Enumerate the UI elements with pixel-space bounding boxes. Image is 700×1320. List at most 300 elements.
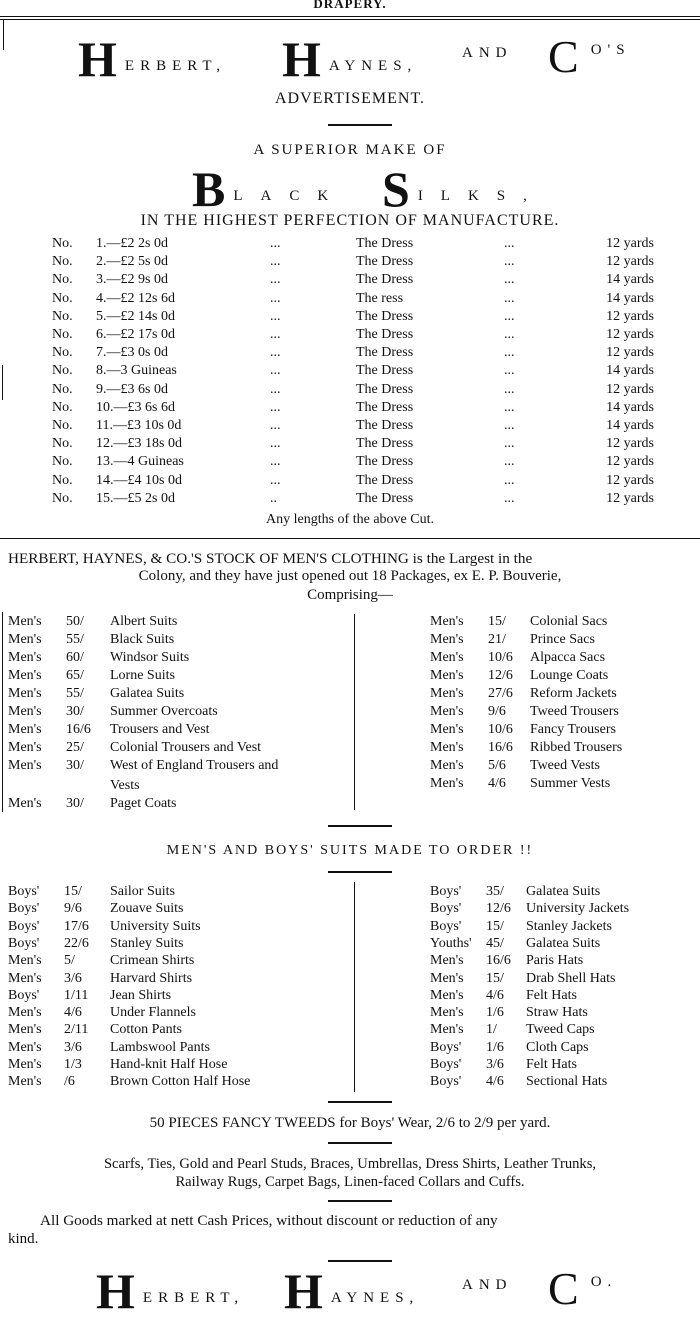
price-no: No. xyxy=(52,327,73,342)
item-name: University Suits xyxy=(110,918,201,934)
item-name: Summer Vests xyxy=(530,776,611,791)
item-who: Men's xyxy=(430,1005,464,1021)
item-price: 50/ xyxy=(66,614,84,629)
firm-word-haynes: AYNES, xyxy=(328,58,418,74)
item-who: Boys' xyxy=(430,901,462,917)
price-yards: 14 yards xyxy=(606,272,654,288)
item-who: Youths' xyxy=(430,935,472,951)
any-lengths: Any lengths of the above Cut. xyxy=(266,512,434,527)
price-amount: 13.—4 Guineas xyxy=(96,454,184,470)
item-price: 16/6 xyxy=(486,953,511,969)
price-dress: The Dress xyxy=(356,454,414,470)
item-price: 21/ xyxy=(488,632,506,647)
firm-initial-h2: H xyxy=(282,31,321,87)
item-price: 5/ xyxy=(64,953,75,969)
item-name: Crimean Shirts xyxy=(110,953,195,969)
item-name: Galatea Suits xyxy=(110,686,185,701)
price-dots: ... xyxy=(270,436,281,452)
price-no: No. xyxy=(52,363,73,379)
price-dots: ... xyxy=(270,363,281,379)
mens-right-item xyxy=(0,704,700,722)
item-price: 16/6 xyxy=(488,740,513,755)
item-price: 1/6 xyxy=(486,1039,504,1055)
left-edge-mark xyxy=(2,365,3,400)
item-name: Under Flannels xyxy=(110,1005,196,1021)
price-amount: 6.—£2 17s 0d xyxy=(96,327,175,342)
item-name: Black Suits xyxy=(110,632,175,647)
item-name: Cotton Pants xyxy=(110,1022,182,1038)
item-name: Felt Hats xyxy=(526,987,577,1003)
item-price: 4/6 xyxy=(486,987,504,1003)
footer-word-haynes: AYNES, xyxy=(330,1290,420,1306)
price-dots: ... xyxy=(504,490,515,506)
footer-firm-2 xyxy=(284,1262,419,1320)
item-who: Men's xyxy=(430,650,464,665)
mens-left-item xyxy=(0,796,700,814)
item-who: Boys' xyxy=(430,1039,462,1055)
item-price: 27/6 xyxy=(488,686,513,701)
item-name: Sectional Hats xyxy=(526,1074,608,1090)
tweeds-line: 50 PIECES FANCY TWEEDS for Boys' Wear, 2/6 to 2/9 per yard. xyxy=(149,1115,551,1131)
price-dress: The Dress xyxy=(356,345,414,361)
item-who: Men's xyxy=(8,740,42,755)
column-edge xyxy=(3,20,4,50)
firm-word-herbert: ERBERT, xyxy=(124,58,227,74)
mens-right-item xyxy=(0,740,700,758)
item-who: Men's xyxy=(8,1074,42,1090)
word-ilks: ILKS, xyxy=(417,188,545,204)
item-price: 5/6 xyxy=(488,758,506,773)
price-amount: 10.—£3 6s 6d xyxy=(96,399,175,415)
item-name: Lounge Coats xyxy=(530,668,609,683)
boys-right-item xyxy=(0,953,700,971)
boys-right-item xyxy=(0,884,700,902)
price-dress: The Dress xyxy=(356,272,414,288)
price-dots: ... xyxy=(270,308,281,324)
item-who: Men's xyxy=(8,722,42,737)
price-yards: 12 yards xyxy=(606,436,654,452)
stock-line-2: Colony, and they have just opened out 18 Packages, ex E. P. Bouverie, xyxy=(138,568,562,584)
item-price: 9/6 xyxy=(64,901,82,917)
item-who: Men's xyxy=(8,1005,42,1021)
price-no: No. xyxy=(52,345,73,361)
item-price: 35/ xyxy=(486,884,504,899)
item-name: Colonial Trousers and Vest xyxy=(110,740,262,755)
item-price: 25/ xyxy=(66,740,84,755)
item-name: Sailor Suits xyxy=(110,884,175,899)
price-yards: 12 yards xyxy=(606,236,654,251)
item-name: Stanley Jackets xyxy=(526,918,612,934)
price-dots: ... xyxy=(504,345,515,361)
price-dots: ... xyxy=(504,381,515,397)
price-yards: 12 yards xyxy=(606,490,654,506)
price-amount: 14.—£4 10s 0d xyxy=(96,472,182,488)
price-no: No. xyxy=(52,472,73,488)
item-who: Men's xyxy=(430,740,464,755)
item-name: University Jackets xyxy=(526,901,630,917)
item-who: Men's xyxy=(430,686,464,701)
item-price: 3/6 xyxy=(64,1039,82,1055)
price-no: No. xyxy=(52,381,73,397)
top-rule xyxy=(0,16,700,17)
price-dots: ... xyxy=(270,381,281,397)
item-who: Men's xyxy=(8,1039,42,1055)
mens-right-item xyxy=(0,614,700,632)
item-name: Tweed Trousers xyxy=(530,704,619,719)
firm-initial-c: C xyxy=(548,31,585,82)
item-price: 22/6 xyxy=(64,935,89,951)
price-dots: ... xyxy=(504,472,515,488)
price-row xyxy=(0,473,700,491)
item-price: 15/ xyxy=(486,918,504,934)
item-name: Hand-knit Half Hose xyxy=(110,1057,228,1072)
item-who: Men's xyxy=(8,614,42,629)
mens-right-item xyxy=(0,776,700,794)
footer-firm-3 xyxy=(548,1262,617,1315)
item-price: 30/ xyxy=(66,796,84,811)
price-row xyxy=(0,254,700,272)
item-who: Men's xyxy=(8,1057,42,1072)
item-who: Boys' xyxy=(8,901,40,917)
boys-right-item xyxy=(0,971,700,989)
price-row xyxy=(0,272,700,290)
item-price: 55/ xyxy=(66,686,84,701)
price-dress: The Dress xyxy=(356,363,414,379)
initial-s: S xyxy=(382,161,410,217)
item-name: Fancy Trousers xyxy=(530,722,616,737)
firm-initial-h: H xyxy=(78,31,117,87)
price-yards: 12 yards xyxy=(606,327,654,342)
footer-word-herbert: ERBERT, xyxy=(142,1290,245,1306)
price-dots: ... xyxy=(504,418,515,433)
item-who: Men's xyxy=(430,776,464,791)
item-who: Men's xyxy=(8,632,42,647)
price-row xyxy=(0,400,700,418)
price-row xyxy=(0,418,700,436)
comprising: Comprising— xyxy=(307,587,393,603)
price-amount: 5.—£2 14s 0d xyxy=(96,308,175,324)
price-dots: ... xyxy=(270,345,281,361)
item-name: Straw Hats xyxy=(526,1005,588,1021)
price-yards: 14 yards xyxy=(606,290,654,306)
price-dots: ... xyxy=(504,272,515,288)
price-row xyxy=(0,291,700,309)
price-dots: ... xyxy=(270,472,281,488)
item-who: Men's xyxy=(430,722,464,737)
item-price: 30/ xyxy=(66,758,84,773)
item-who: Men's xyxy=(8,704,42,719)
boys-right-item xyxy=(0,988,700,1006)
price-dots: ... xyxy=(504,363,515,379)
rule-2 xyxy=(328,825,392,827)
item-name: Trousers and Vest xyxy=(110,722,210,737)
item-name: Cloth Caps xyxy=(526,1039,589,1055)
item-name: Reform Jackets xyxy=(530,686,617,701)
boys-right-item xyxy=(0,1057,700,1075)
price-dots: ... xyxy=(270,454,281,470)
boys-right-item xyxy=(0,1022,700,1040)
item-price: 16/6 xyxy=(66,722,91,737)
rule-6 xyxy=(328,1200,392,1202)
price-dots: ... xyxy=(270,290,281,306)
firm-and: AND xyxy=(462,45,513,61)
item-who: Men's xyxy=(430,704,464,719)
boys-right-item xyxy=(0,936,700,954)
price-amount: 12.—£3 18s 0d xyxy=(96,436,182,452)
price-amount: 9.—£3 6s 0d xyxy=(96,381,168,397)
price-amount: 8.—3 Guineas xyxy=(96,363,177,379)
item-price: 2/11 xyxy=(64,1022,89,1038)
item-price: 3/6 xyxy=(486,1057,504,1072)
item-price: 60/ xyxy=(66,650,84,665)
item-price: 1/6 xyxy=(486,1005,504,1021)
item-name: Paget Coats xyxy=(110,796,177,811)
item-who: Men's xyxy=(430,970,464,986)
price-row xyxy=(0,236,700,254)
item-who: Boys' xyxy=(430,1074,462,1090)
price-dress: The Dress xyxy=(356,418,414,433)
price-row xyxy=(0,382,700,400)
item-price: 10/6 xyxy=(488,722,513,737)
price-no: No. xyxy=(52,454,73,470)
price-dots: ... xyxy=(504,254,515,270)
price-dots: ... xyxy=(504,399,515,415)
item-who: Boys' xyxy=(430,918,462,934)
goods-line-1: All Goods marked at nett Cash Prices, without discount or reduction of any xyxy=(40,1212,498,1229)
item-who: Boys' xyxy=(8,935,40,951)
item-name: Vests xyxy=(110,778,140,793)
price-yards: 12 yards xyxy=(606,308,654,324)
price-yards: 12 yards xyxy=(606,345,654,361)
boys-right-item xyxy=(0,1074,700,1092)
item-price: 4/6 xyxy=(64,1005,82,1021)
rule-5 xyxy=(328,1142,392,1144)
item-price: /6 xyxy=(64,1074,75,1090)
price-amount: 4.—£2 12s 6d xyxy=(96,290,175,306)
item-who: Men's xyxy=(430,953,464,969)
top-rule-2 xyxy=(0,19,700,20)
price-dress: The Dress xyxy=(356,308,414,324)
price-dots: ... xyxy=(270,236,281,251)
price-no: No. xyxy=(52,436,73,452)
item-price: 30/ xyxy=(66,704,84,719)
mens-right-item xyxy=(0,758,700,776)
footer-and: AND xyxy=(462,1277,513,1293)
price-row xyxy=(0,454,700,472)
item-name: Alpacca Sacs xyxy=(530,650,606,665)
price-dress: The Dress xyxy=(356,472,414,488)
item-name: Prince Sacs xyxy=(530,632,595,647)
item-price: 1/ xyxy=(486,1022,497,1038)
made-to-order: MEN'S AND BOYS' SUITS MADE TO ORDER !! xyxy=(166,843,534,858)
price-yards: 12 yards xyxy=(606,472,654,488)
price-no: No. xyxy=(52,418,73,433)
initial-b: B xyxy=(192,161,226,217)
item-price: 1/11 xyxy=(64,987,89,1003)
firm-word-cos: O'S xyxy=(590,42,631,58)
price-no: No. xyxy=(52,254,73,270)
footer-initial-h2: H xyxy=(284,1263,323,1319)
price-dress: The Dress xyxy=(356,327,414,342)
price-row xyxy=(0,309,700,327)
price-amount: 3.—£2 9s 0d xyxy=(96,272,168,288)
item-name: Lambswool Pants xyxy=(110,1039,210,1055)
item-who: Men's xyxy=(430,987,464,1003)
item-price: 55/ xyxy=(66,632,84,647)
item-who: Boys' xyxy=(430,884,462,899)
price-no: No. xyxy=(52,308,73,324)
item-who: Boys' xyxy=(8,987,40,1003)
firm-header xyxy=(78,30,226,88)
item-name: Summer Overcoats xyxy=(110,704,218,719)
item-name: Colonial Sacs xyxy=(530,614,608,629)
goods-line-2: kind. xyxy=(8,1231,39,1247)
item-who: Boys' xyxy=(430,1057,462,1072)
rule-3 xyxy=(328,871,392,873)
item-who: Men's xyxy=(8,1022,42,1038)
price-row xyxy=(0,363,700,381)
item-price: 65/ xyxy=(66,668,84,683)
price-amount: 11.—£3 10s 0d xyxy=(96,418,182,433)
price-yards: 12 yards xyxy=(606,381,654,397)
firm-header-2 xyxy=(282,30,417,88)
item-who: Men's xyxy=(8,686,42,701)
item-price: 1/3 xyxy=(64,1057,82,1072)
section-title: DRAPERY. xyxy=(313,0,387,11)
price-no: No. xyxy=(52,236,73,251)
price-dress: The Dress xyxy=(356,236,414,251)
price-no: No. xyxy=(52,399,73,415)
price-dots: ... xyxy=(270,327,281,342)
item-name: Tweed Vests xyxy=(530,758,600,773)
mens-right-item xyxy=(0,632,700,650)
price-amount: 1.—£2 2s 0d xyxy=(96,236,168,251)
price-dots: .. xyxy=(270,490,277,506)
item-who: Boys' xyxy=(8,884,40,899)
price-yards: 14 yards xyxy=(606,418,654,433)
silks-heading xyxy=(382,160,545,218)
mens-right-item xyxy=(0,650,700,668)
item-name: Stanley Suits xyxy=(110,935,184,951)
price-dots: ... xyxy=(270,254,281,270)
item-price: 4/6 xyxy=(486,1074,504,1090)
item-who: Men's xyxy=(430,668,464,683)
price-dots: ... xyxy=(504,290,515,306)
item-name: Ribbed Trousers xyxy=(530,740,623,755)
item-name: Windsor Suits xyxy=(110,650,190,665)
price-yards: 12 yards xyxy=(606,454,654,470)
item-price: 45/ xyxy=(486,935,504,951)
item-name: Galatea Suits xyxy=(526,935,601,951)
price-yards: 14 yards xyxy=(606,399,654,415)
item-who: Men's xyxy=(8,650,42,665)
rule-full-1 xyxy=(0,538,700,539)
price-dots: ... xyxy=(504,236,515,251)
rule-1 xyxy=(328,124,392,126)
item-who: Boys' xyxy=(8,918,40,934)
item-name: Felt Hats xyxy=(526,1057,577,1072)
item-name: Harvard Shirts xyxy=(110,970,193,986)
item-price: 9/6 xyxy=(488,704,506,719)
advertisement-heading: ADVERTISEMENT. xyxy=(274,90,426,107)
item-who: Men's xyxy=(430,758,464,773)
superior-make: A SUPERIOR MAKE OF xyxy=(253,142,447,158)
item-price: 12/6 xyxy=(486,901,511,917)
price-amount: 15.—£5 2s 0d xyxy=(96,490,175,506)
black-heading xyxy=(192,160,346,218)
price-dress: The ress xyxy=(356,290,404,306)
item-price: 12/6 xyxy=(488,668,513,683)
price-amount: 7.—£3 0s 0d xyxy=(96,345,168,361)
stock-line-1: HERBERT, HAYNES, & CO.'S STOCK OF MEN'S CLOTHING is the Largest in the xyxy=(8,550,533,567)
item-name: Drab Shell Hats xyxy=(526,970,616,986)
price-dots: ... xyxy=(504,454,515,470)
boys-right-item xyxy=(0,901,700,919)
item-name: West of England Trousers and xyxy=(110,758,279,773)
price-no: No. xyxy=(52,490,73,506)
scarfs-line-2: Railway Rugs, Carpet Bags, Linen-faced Collars and Cuffs. xyxy=(175,1174,525,1190)
item-price: 15/ xyxy=(486,970,504,986)
price-dress: The Dress xyxy=(356,399,414,415)
price-no: No. xyxy=(52,290,73,306)
footer-initial-h: H xyxy=(96,1263,135,1319)
item-who: Men's xyxy=(8,758,42,773)
price-dress: The Dress xyxy=(356,254,414,270)
item-name: Paris Hats xyxy=(526,953,584,969)
firm-header-3 xyxy=(548,30,631,83)
item-price: 4/6 xyxy=(488,776,506,791)
rule-4 xyxy=(328,1101,392,1103)
price-dots: ... xyxy=(504,308,515,324)
item-who: Men's xyxy=(430,632,464,647)
boys-right-item xyxy=(0,919,700,937)
item-name: Tweed Caps xyxy=(526,1022,595,1038)
price-row xyxy=(0,491,700,509)
price-row xyxy=(0,436,700,454)
item-who: Men's xyxy=(430,1022,464,1038)
price-dots: ... xyxy=(504,327,515,342)
price-dress: The Dress xyxy=(356,436,414,452)
mens-right-item xyxy=(0,686,700,704)
price-row xyxy=(0,327,700,345)
item-name: Lorne Suits xyxy=(110,668,175,683)
scarfs-line-1: Scarfs, Ties, Gold and Pearl Studs, Braces, Umbrellas, Dress Shirts, Leather Trunks, xyxy=(103,1156,597,1172)
boys-right-item xyxy=(0,1040,700,1058)
footer-word-co: O. xyxy=(590,1274,618,1290)
item-price: 17/6 xyxy=(64,918,89,934)
price-dots: ... xyxy=(504,436,515,452)
item-name: Zouave Suits xyxy=(110,901,184,917)
item-who: Men's xyxy=(430,614,464,629)
price-dots: ... xyxy=(270,418,281,433)
item-name: Brown Cotton Half Hose xyxy=(110,1074,251,1090)
item-price: 10/6 xyxy=(488,650,513,665)
price-dots: ... xyxy=(270,399,281,415)
highest-perfection: IN THE HIGHEST PERFECTION OF MANUFACTURE. xyxy=(140,212,560,229)
item-name: Galatea Suits xyxy=(526,884,601,899)
item-name: Jean Shirts xyxy=(110,987,172,1003)
price-no: No. xyxy=(52,272,73,288)
item-who: Men's xyxy=(8,796,42,811)
price-dots: ... xyxy=(270,272,281,288)
item-price: 3/6 xyxy=(64,970,82,986)
price-dress: The Dress xyxy=(356,381,414,397)
item-who: Men's xyxy=(8,970,42,986)
price-row xyxy=(0,345,700,363)
mens-right-item xyxy=(0,668,700,686)
item-price: 15/ xyxy=(64,884,82,899)
word-lack: LACK xyxy=(233,188,347,204)
